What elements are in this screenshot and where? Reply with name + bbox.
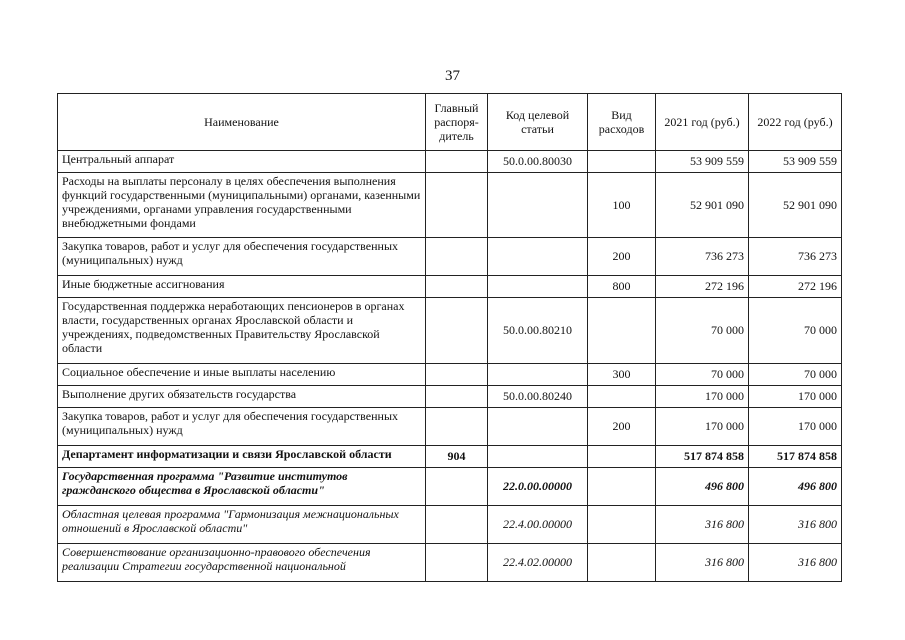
cell-code [488,238,588,276]
cell-2022: 53 909 559 [749,151,842,173]
cell-manager [426,506,488,544]
column-header-code: Код целевой статьи [488,94,588,151]
budget-table [57,93,842,582]
cell-2021: 316 800 [656,506,749,544]
cell-name: Государственная поддержка неработающих пенсионеров в органах власти, государственных органах Ярославской области и учреждениях, подведомственных Правительству Ярославской области [58,298,426,364]
table-row [58,298,842,364]
table-row [58,238,842,276]
cell-code: 50.0.00.80030 [488,151,588,173]
cell-2022: 496 800 [749,468,842,506]
cell-manager: 904 [426,446,488,468]
cell-name: Иные бюджетные ассигнования [58,276,426,298]
cell-manager [426,151,488,173]
cell-expense-type [588,544,656,582]
cell-code: 50.0.00.80210 [488,298,588,364]
table-row [58,386,842,408]
cell-2022: 736 273 [749,238,842,276]
cell-code [488,408,588,446]
cell-manager [426,468,488,506]
cell-expense-type [588,151,656,173]
cell-manager [426,544,488,582]
cell-2022: 272 196 [749,276,842,298]
cell-manager [426,173,488,238]
cell-expense-type [588,386,656,408]
cell-2021: 170 000 [656,408,749,446]
cell-2022: 170 000 [749,408,842,446]
cell-2021: 316 800 [656,544,749,582]
cell-manager [426,298,488,364]
cell-name: Совершенствование организационно-правового обеспечения реализации Стратегии государственной национальной [58,544,426,582]
cell-2021: 170 000 [656,386,749,408]
cell-2021: 52 901 090 [656,173,749,238]
cell-manager [426,364,488,386]
column-header-manager: Главный распоря-дитель [426,94,488,151]
table-header-row [58,94,842,151]
cell-expense-type: 100 [588,173,656,238]
cell-code: 22.4.02.00000 [488,544,588,582]
cell-2021: 517 874 858 [656,446,749,468]
cell-2021: 496 800 [656,468,749,506]
cell-code: 22.4.00.00000 [488,506,588,544]
table-body [58,151,842,582]
cell-expense-type: 200 [588,408,656,446]
cell-2022: 170 000 [749,386,842,408]
cell-2022: 52 901 090 [749,173,842,238]
cell-name: Государственная программа "Развитие институтов гражданского общества в Ярославской области" [58,468,426,506]
column-header-2021: 2021 год (руб.) [656,94,749,151]
cell-code [488,364,588,386]
cell-expense-type [588,446,656,468]
cell-code: 50.0.00.80240 [488,386,588,408]
table-row [58,446,842,468]
cell-2022: 517 874 858 [749,446,842,468]
cell-name: Расходы на выплаты персоналу в целях обеспечения выполнения функций государственными (муниципальными) органами, казенными учреждениями, органами управления государственными внебюджетными фондами [58,173,426,238]
table-row [58,173,842,238]
cell-expense-type [588,298,656,364]
cell-expense-type [588,506,656,544]
cell-2022: 316 800 [749,506,842,544]
cell-code: 22.0.00.00000 [488,468,588,506]
cell-code [488,173,588,238]
cell-name: Центральный аппарат [58,151,426,173]
table-row [58,468,842,506]
cell-code [488,446,588,468]
table-row [58,408,842,446]
cell-expense-type [588,468,656,506]
cell-2021: 272 196 [656,276,749,298]
cell-2021: 70 000 [656,364,749,386]
table-row [58,276,842,298]
cell-manager [426,386,488,408]
cell-name: Выполнение других обязательств государства [58,386,426,408]
cell-code [488,276,588,298]
table-row [58,151,842,173]
cell-manager [426,276,488,298]
cell-name: Департамент информатизации и связи Ярославской области [58,446,426,468]
cell-2022: 70 000 [749,364,842,386]
cell-name: Социальное обеспечение и иные выплаты населению [58,364,426,386]
cell-name: Закупка товаров, работ и услуг для обеспечения государственных (муниципальных) нужд [58,408,426,446]
column-header-expense-type: Вид расходов [588,94,656,151]
cell-2021: 70 000 [656,298,749,364]
cell-2021: 53 909 559 [656,151,749,173]
table-row [58,506,842,544]
table-row [58,364,842,386]
cell-name: Закупка товаров, работ и услуг для обеспечения государственных (муниципальных) нужд [58,238,426,276]
cell-manager [426,408,488,446]
column-header-name: Наименование [58,94,426,151]
cell-expense-type: 800 [588,276,656,298]
table-row [58,544,842,582]
cell-2022: 316 800 [749,544,842,582]
column-header-2022: 2022 год (руб.) [749,94,842,151]
cell-2021: 736 273 [656,238,749,276]
cell-expense-type: 200 [588,238,656,276]
cell-2022: 70 000 [749,298,842,364]
cell-name: Областная целевая программа "Гармонизация межнациональных отношений в Ярославской области" [58,506,426,544]
page-number: 37 [445,68,460,84]
cell-expense-type: 300 [588,364,656,386]
cell-manager [426,238,488,276]
